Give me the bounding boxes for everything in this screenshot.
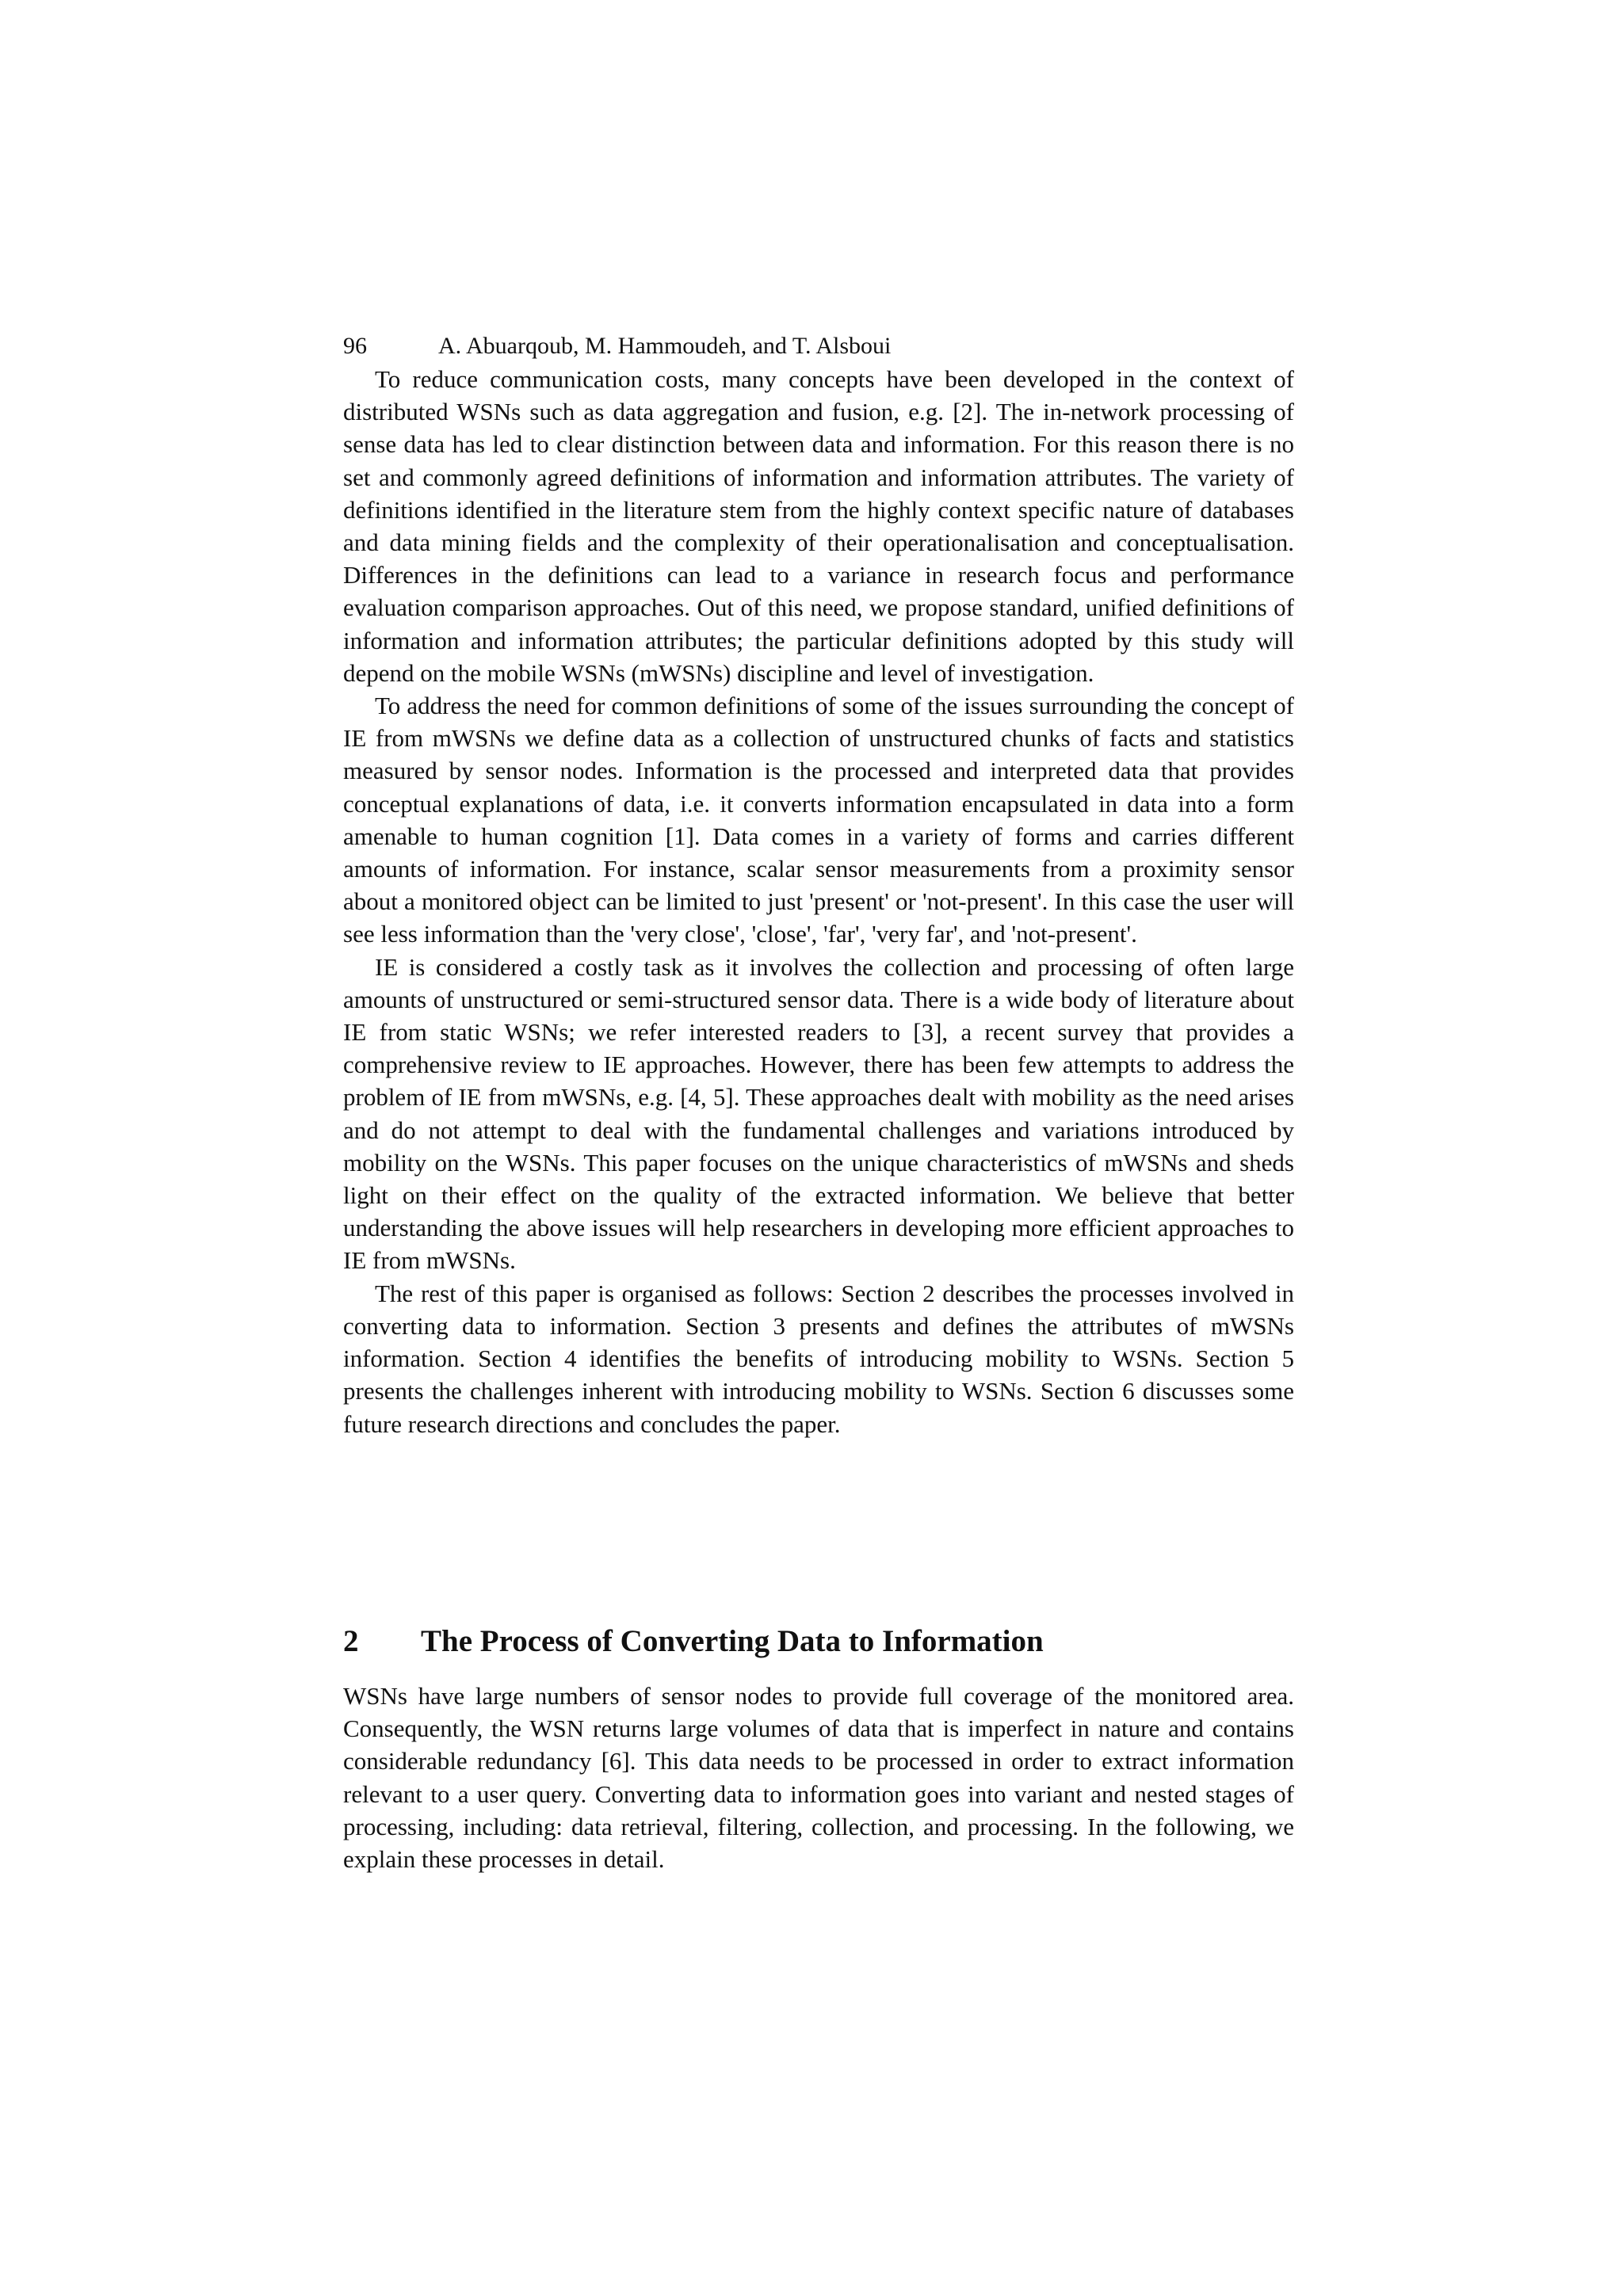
- intro-paragraph-4: The rest of this paper is organised as follows: Section 2 describes the processes involved in converting data to information. Section 3 presents and defines the attributes of mWSNs information. Section 4 identifies the benefits of introducing mobility to WSNs. Section 5 presents the challenges inherent with introducing mobility to WSNs. Section 6 discusses some future research directions and concludes the paper.: [343, 1279, 1294, 1438]
- intro-paragraph-2: To address the need for common definitions of some of the issues surrounding the concept of IE from mWSNs we define data as a collection of unstructured chunks of facts and statistics measured by sensor nodes. Information is the processed and interpreted data that provides conceptual explanations of data, i.e. it converts information encapsulated in data into a form amenable to human cognition [1]. Data comes in a variety of forms and carries different amounts of information. For instance, scalar sensor measurements from a proximity sensor about a monitored object can be limited to just 'present' or 'not-present'. In this case the user will see less information than the 'very close', 'close', 'far', 'very far', and 'not-present'.: [343, 692, 1294, 948]
- section-2-number: 2: [343, 1624, 359, 1658]
- page-number: 96: [343, 333, 367, 359]
- intro-text-block: [343, 363, 1294, 1440]
- running-header: [343, 330, 891, 363]
- intro-paragraph-3: IE is considered a costly task as it involves the collection and processing of often large amounts of unstructured or semi-structured sensor data. There is a wide body of literature about IE from static WSNs; we refer interested readers to [3], a recent survey that provides a comprehensive review to IE approaches. However, there has been few attempts to address the problem of IE from mWSNs, e.g. [4, 5]. These approaches dealt with mobility as the need arises and do not attempt to deal with the fundamental challenges and variations introduced by mobility on the WSNs. This paper focuses on the unique characteristics of mWSNs and sheds light on their effect on the quality of the extracted information. We believe that better understanding the above issues will help researchers in developing more efficient approaches to IE from mWSNs.: [343, 952, 1294, 1275]
- section-2-text-block: [343, 1680, 1294, 1875]
- section-2-heading: [343, 1619, 1044, 1664]
- section-2-title: The Process of Converting Data to Information: [421, 1624, 1044, 1658]
- section-2-paragraph: WSNs have large numbers of sensor nodes to provide full coverage of the monitored area. Consequently, the WSN returns large volumes of data that is imperfect in nature and contains considerable redundancy [6]. This data needs to be processed in order to extract information relevant to a user query. Converting data to information goes into variant and nested stages of processing, including: data retrieval, filtering, collection, and processing. In the following, we explain these processes in detail.: [343, 1682, 1294, 1874]
- intro-paragraph-1: To reduce communication costs, many concepts have been developed in the context of distributed WSNs such as data aggregation and fusion, e.g. [2]. The in-network processing of sense data has led to clear distinction between data and information. For this reason there is no set and commonly agreed definitions of information and information attributes. The variety of definitions identified in the literature stem from the highly context specific nature of databases and data mining fields and the complexity of their operationalisation and conceptualisation. Differences in the definitions can lead to a variance in research focus and performance evaluation comparison approaches. Out of this need, we propose standard, unified definitions of information and information attributes; the particular definitions adopted by this study will depend on the mobile WSNs (mWSNs) discipline and level of investigation.: [343, 365, 1294, 687]
- running-header-authors: A. Abuarqoub, M. Hammoudeh, and T. Alsboui: [438, 333, 892, 359]
